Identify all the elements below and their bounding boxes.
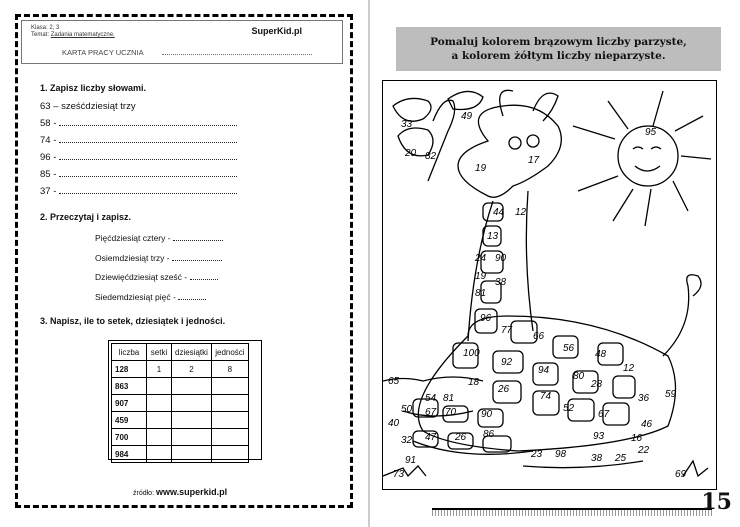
number-label: 77 <box>501 325 513 336</box>
worksheet-header <box>21 20 343 64</box>
task2-item: Osiemdziesiąt trzy - <box>95 253 222 263</box>
col-header: setki <box>147 344 172 361</box>
number-label: 70 <box>445 407 457 418</box>
cell-hundreds[interactable] <box>147 429 172 446</box>
number-label: 94 <box>538 365 550 376</box>
place-value-table <box>111 343 249 463</box>
number-label: 26 <box>498 384 510 395</box>
number-label: 67 <box>598 409 610 420</box>
col-header: dziesiątki <box>172 344 212 361</box>
dragonfly-wing <box>393 98 431 121</box>
number-label: 69 <box>675 469 687 480</box>
number-label: 13 <box>487 231 499 242</box>
number-label: 80 <box>573 371 585 382</box>
task1-item: 37 - <box>40 186 237 197</box>
number-label: 16 <box>631 433 643 444</box>
cell-number: 863 <box>112 378 147 395</box>
number-label: 66 <box>533 331 545 342</box>
cell-tens[interactable]: 2 <box>172 361 212 378</box>
table-row <box>112 446 249 463</box>
giraffe-tail <box>663 275 701 356</box>
number-label: 86 <box>483 429 495 440</box>
giraffe-eye <box>509 137 521 149</box>
instruction-banner <box>396 27 721 71</box>
cell-number: 700 <box>112 429 147 446</box>
number-label: 24 <box>475 253 487 264</box>
page-number: 15 <box>701 489 732 515</box>
col-header: liczba <box>112 344 147 361</box>
number-label: 19 <box>475 271 487 282</box>
number-label: 90 <box>481 409 493 420</box>
number-label: 92 <box>501 357 513 368</box>
giraffe-head <box>458 105 561 197</box>
giraffe-illustration <box>383 81 715 488</box>
number-label: 73 <box>393 469 405 480</box>
giraffe-body <box>418 316 675 451</box>
number-label: 32 <box>401 435 413 446</box>
cell-number: 459 <box>112 412 147 429</box>
worksheet-page <box>0 0 368 527</box>
number-label: 25 <box>615 453 627 464</box>
cell-units[interactable]: 8 <box>211 361 248 378</box>
cell-units[interactable] <box>211 395 248 412</box>
number-label: 50 <box>401 404 413 415</box>
number-label: 19 <box>475 163 487 174</box>
sun-face <box>633 147 661 171</box>
giraffe-eye <box>527 135 539 147</box>
table-row <box>112 429 249 446</box>
number-label: 17 <box>528 155 540 166</box>
number-label: 65 <box>388 376 400 387</box>
sun-rays <box>573 91 711 226</box>
number-label: 56 <box>563 343 575 354</box>
instruction-line: Pomaluj kolorem brązowym liczby parzyste, <box>430 36 687 48</box>
number-label: 22 <box>638 445 650 456</box>
number-label: 33 <box>401 119 413 130</box>
cell-units[interactable] <box>211 378 248 395</box>
number-label: 36 <box>638 393 650 404</box>
number-label: 81 <box>475 288 487 299</box>
cell-hundreds[interactable] <box>147 412 172 429</box>
cell-hundreds[interactable] <box>147 446 172 463</box>
task1-item: 74 - <box>40 135 237 146</box>
cell-tens[interactable] <box>172 395 212 412</box>
cell-number: 907 <box>112 395 147 412</box>
number-label: 91 <box>405 455 417 466</box>
number-label: 12 <box>515 207 527 218</box>
number-label: 96 <box>480 313 492 324</box>
task1-item: 58 - <box>40 118 237 129</box>
cell-number: 128 <box>112 361 147 378</box>
number-label: 38 <box>591 453 603 464</box>
table-row <box>112 378 249 395</box>
number-label: 82 <box>425 151 437 162</box>
brand-label: SuperKid.pl <box>251 26 302 36</box>
cell-tens[interactable] <box>172 446 212 463</box>
table-row <box>112 395 249 412</box>
dragonfly-body <box>428 100 455 181</box>
number-label: 20 <box>405 148 417 159</box>
number-label: 98 <box>555 449 567 460</box>
number-label: 40 <box>388 418 400 429</box>
number-label: 95 <box>645 127 657 138</box>
number-label: 93 <box>593 431 605 442</box>
bottom-hatch <box>432 510 712 516</box>
number-label: 52 <box>563 403 575 414</box>
instruction-line: a kolorem żółtym liczby nieparzyste. <box>451 50 666 62</box>
cell-units[interactable] <box>211 429 248 446</box>
cell-tens[interactable] <box>172 429 212 446</box>
cell-hundreds[interactable] <box>147 395 172 412</box>
table-row <box>112 361 249 378</box>
number-label: 59 <box>665 389 677 400</box>
cell-units[interactable] <box>211 446 248 463</box>
name-line <box>162 54 312 55</box>
topic-label: Temat: Zadania matematyczne. <box>31 32 115 38</box>
number-label: 18 <box>468 377 480 388</box>
number-label: 23 <box>531 449 543 460</box>
number-label: 90 <box>495 253 507 264</box>
cell-tens[interactable] <box>172 412 212 429</box>
number-label: 49 <box>461 111 473 122</box>
number-label: 28 <box>591 379 603 390</box>
task2-title: 2. Przeczytaj i zapisz. <box>40 212 132 222</box>
number-label: 48 <box>595 349 607 360</box>
class-label: Klasa: 2, 3 <box>31 25 60 31</box>
number-label: 67 <box>425 407 437 418</box>
number-label: 26 <box>455 432 467 443</box>
task1-item: 96 - <box>40 152 237 163</box>
source-credit: źródło: www.superkid.pl <box>133 487 228 497</box>
number-label: 44 <box>493 207 505 218</box>
cell-units[interactable] <box>211 412 248 429</box>
number-label: 74 <box>540 391 552 402</box>
task1-item: 85 - <box>40 169 237 180</box>
number-label: 81 <box>443 393 455 404</box>
cell-hundreds[interactable]: 1 <box>147 361 172 378</box>
coloring-page <box>370 0 740 527</box>
number-label: 46 <box>641 419 653 430</box>
number-label: 47 <box>425 432 437 443</box>
task1-example: 63 – sześćdziesiąt trzy <box>40 101 136 112</box>
cell-tens[interactable] <box>172 378 212 395</box>
number-label: 12 <box>623 363 635 374</box>
card-title: KARTA PRACY UCZNIA <box>62 48 144 57</box>
task2-item: Pięćdziesiąt cztery - <box>95 233 223 243</box>
number-label: 54 <box>425 393 437 404</box>
col-header: jedności <box>211 344 248 361</box>
task3-title: 3. Napisz, ile to setek, dziesiątek i jedności. <box>40 316 226 326</box>
task1-title: 1. Zapisz liczby słowami. <box>40 83 147 93</box>
number-label: 100 <box>463 348 480 359</box>
number-label: 38 <box>495 277 507 288</box>
cell-hundreds[interactable] <box>147 378 172 395</box>
task2-item: Siedemdziesiąt pięć - <box>95 292 206 302</box>
giraffe-drawing <box>382 80 717 490</box>
table-row <box>112 412 249 429</box>
cell-number: 984 <box>112 446 147 463</box>
task2-item: Dziewięćdziesiąt sześć - <box>95 272 218 282</box>
table-header-row <box>112 344 249 361</box>
